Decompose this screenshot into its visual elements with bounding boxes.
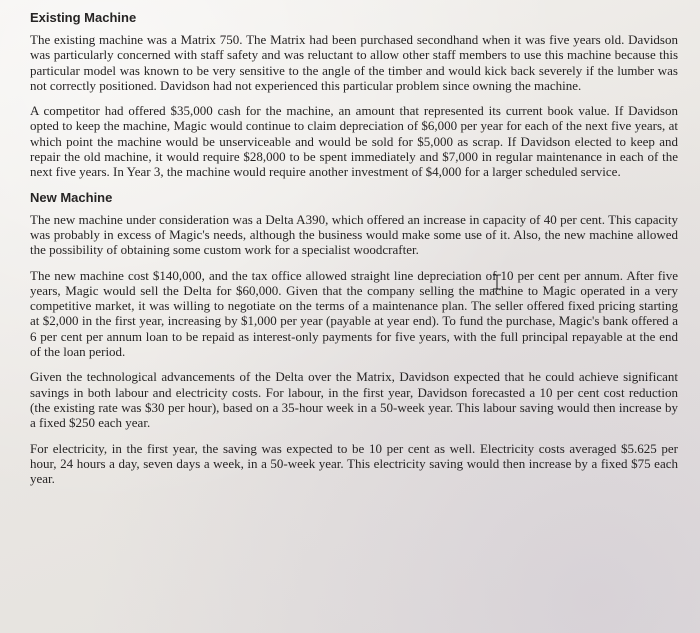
text-cursor-icon	[492, 274, 502, 290]
new-machine-paragraph-1: The new machine under consideration was a Delta A390, which offered an increase in capacity of 40 per cent. This capacity was probably in excess of Magic's needs, although the business would make some use of it. Also, the new machine allowed the possibility of obtaining some custom work for a specialist woodcrafter.	[30, 211, 678, 258]
existing-paragraph-2: A competitor had offered $35,000 cash for the machine, an amount that represented its current book value. If Davidson opted to keep the machine, Magic would continue to claim depreciation of $6,000 per year for each of the next five years, at which point the machine would be unserviceable and would be sold for $5,000 as scrap. If Davidson elected to keep and repair the old machine, it would require $28,000 to be spent immediately and $7,000 in regular maintenance in each of the next five years. In Year 3, the machine would require another investment of $4,000 for a larger scheduled service.	[30, 103, 678, 180]
new-machine-paragraph-4: For electricity, in the first year, the saving was expected to be 10 per cent as well. Electricity costs averaged $5.625 per hour, 24 hours a day, seven days a week, in a 50-week year. This electricity saving would then increase by a fixed $75 each year.	[30, 440, 678, 487]
existing-paragraph-1: The existing machine was a Matrix 750. The Matrix had been purchased secondhand when it was five years old. Davidson was particularly concerned with staff safety and was reluctant to allow other staff members to use this machine because this particular model was known to be very sensitive to the angle of the timber and would kick back severely if the lumber was not correctly positioned. Davidson had not experienced this particular problem since owning the machine.	[30, 32, 678, 93]
new-machine-heading: New Machine	[30, 189, 113, 205]
new-machine-paragraph-3: Given the technological advancements of the Delta over the Matrix, Davidson expected that he could achieve significant savings in both labour and electricity costs. For labour, in the first year, Davidson forecasted a 10 per cent cost reduction (the existing rate was $30 per hour), based on a 35-hour week in a 50-week year. This labour saving would then increase by a fixed $250 each year.	[30, 369, 678, 431]
existing-machine-heading: Existing Machine	[30, 10, 137, 25]
new-machine-paragraph-2: The new machine cost $140,000, and the tax office allowed straight line depreciation of 10 per cent per annum. After five years, Magic would sell the Delta for $60,000. Given that the company selling the machine to Magic operated in a very competitive market, it was willing to negotiate on the terms of a maintenance plan. The seller offered fixed pricing starting at $2,000 in the first year, increasing by $1,000 per year (payable at year end). To fund the purchase, Magic's bank offered a 6 per cent per annum loan to be repaid as interest-only payments for five years, with the full principal repayable at the end of the loan period.	[30, 267, 678, 360]
